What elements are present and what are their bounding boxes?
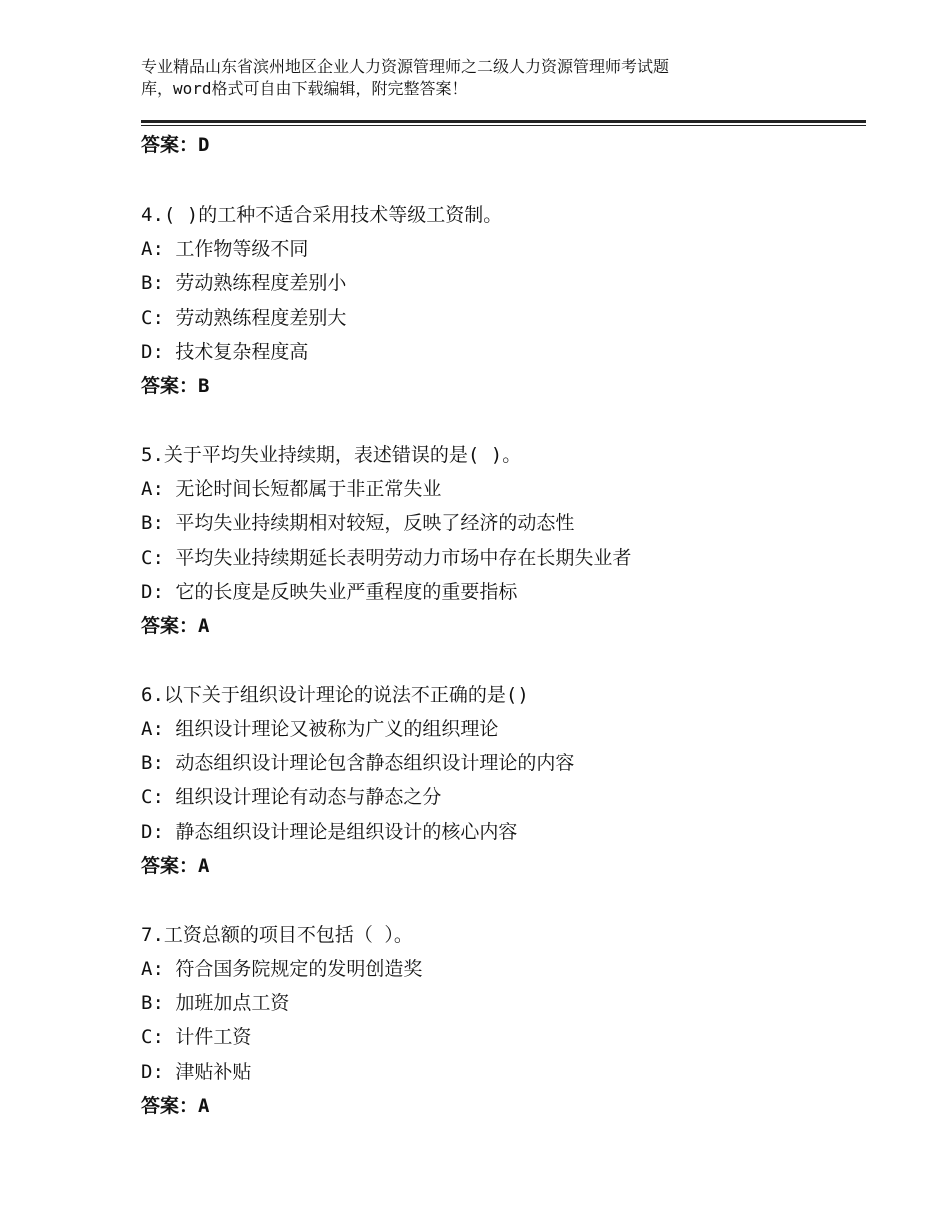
option-c: C: 劳动熟练程度差别大 <box>141 306 347 329</box>
answer-label: 答案：B <box>141 374 210 397</box>
header-rule-thin <box>141 125 866 126</box>
answer-label: 答案：A <box>141 1094 210 1117</box>
question-block <box>141 438 871 643</box>
option-d: D: 它的长度是反映失业严重程度的重要指标 <box>141 580 518 603</box>
answer-label: 答案：A <box>141 614 210 637</box>
question-block <box>141 198 871 403</box>
answer-label: 答案：A <box>141 854 210 877</box>
question-stem: 7.工资总额的项目不包括（ ）。 <box>141 923 413 946</box>
question-stem: 4.( )的工种不适合采用技术等级工资制。 <box>141 204 503 226</box>
question-stem: 5.关于平均失业持续期，表述错误的是( )。 <box>141 443 522 466</box>
option-b: B: 加班加点工资 <box>141 992 290 1015</box>
option-d: D: 津贴补贴 <box>141 1060 252 1083</box>
option-c: C: 组织设计理论有动态与静态之分 <box>141 786 442 809</box>
option-d: D: 技术复杂程度高 <box>141 340 309 363</box>
option-b: B: 动态组织设计理论包含静态组织设计理论的内容 <box>141 752 575 775</box>
header-line-1: 专业精品山东省滨州地区企业人力资源管理师之二级人力资源管理师考试题 <box>141 57 670 76</box>
option-a: A: 组织设计理论又被称为广义的组织理论 <box>141 718 499 741</box>
answer-label: 答案：D <box>141 134 210 156</box>
option-a: A: 无论时间长短都属于非正常失业 <box>141 478 442 501</box>
option-c: C: 计件工资 <box>141 1026 252 1049</box>
header-rule-thick <box>141 120 866 123</box>
option-a: A: 符合国务院规定的发明创造奖 <box>141 958 423 980</box>
option-b: B: 平均失业持续期相对较短，反映了经济的动态性 <box>141 512 575 535</box>
page-header <box>141 56 781 100</box>
header-line-2: 库，word格式可自由下载编辑，附完整答案！ <box>141 79 468 98</box>
question-block <box>141 678 871 883</box>
document-body <box>141 128 871 1158</box>
option-d: D: 静态组织设计理论是组织设计的核心内容 <box>141 820 518 843</box>
option-a: A: 工作物等级不同 <box>141 238 309 261</box>
option-b: B: 劳动熟练程度差别小 <box>141 272 347 295</box>
question-stem: 6.以下关于组织设计理论的说法不正确的是() <box>141 683 529 706</box>
question-block <box>141 918 871 1123</box>
option-c: C: 平均失业持续期延长表明劳动力市场中存在长期失业者 <box>141 546 632 569</box>
